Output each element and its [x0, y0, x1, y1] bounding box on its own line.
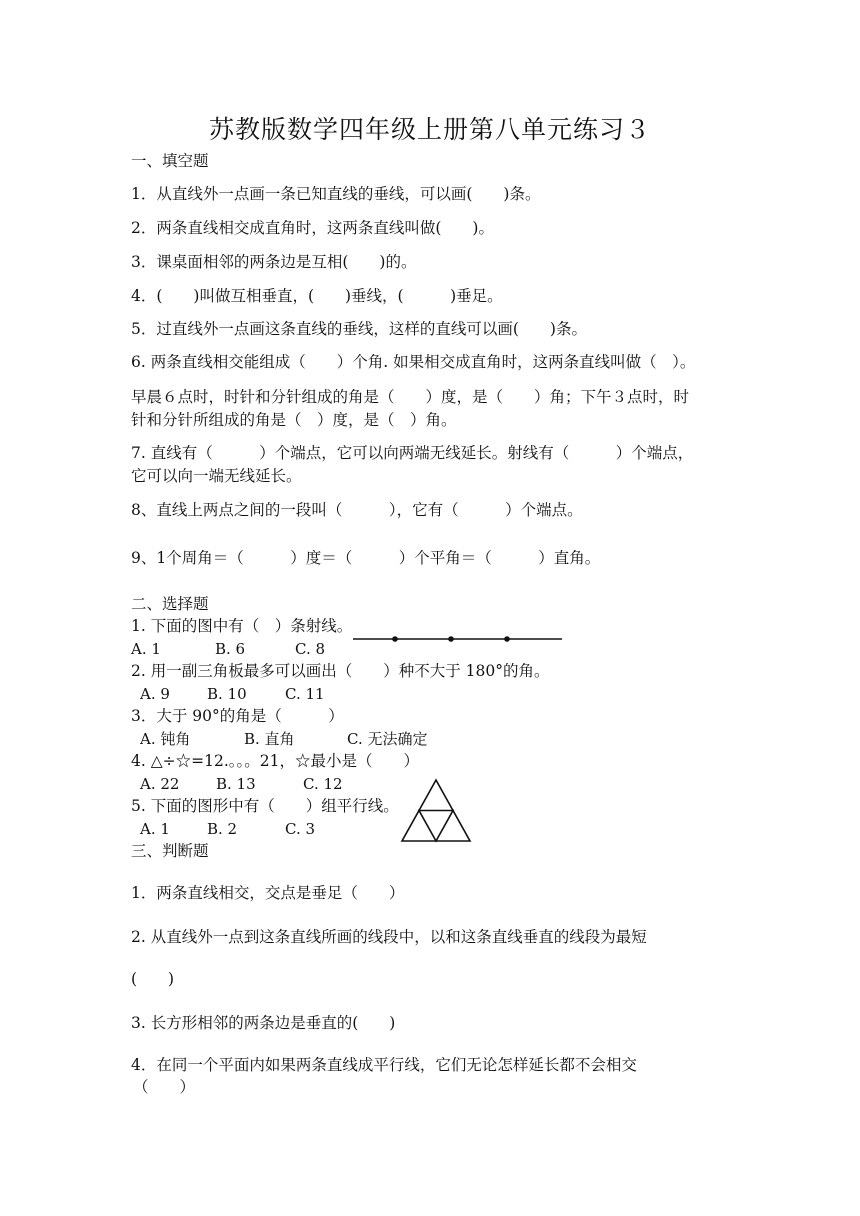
- option-2-1-c: C. 8: [295, 640, 326, 658]
- ray-line-figure: [350, 630, 565, 646]
- question-2-5: 5. 下面的图形中有（ ）组平行线。: [131, 797, 399, 815]
- option-2-2-c: C. 11: [285, 685, 325, 703]
- question-1-7-line1: 7. 直线有（ ）个端点，它可以向两端无线延长。射线有（ ）个端点，: [131, 444, 694, 462]
- question-3-2-line2: ( ): [131, 970, 175, 988]
- option-2-4-c: C. 12: [303, 775, 343, 793]
- option-2-3-b: B. 直角: [244, 730, 295, 748]
- question-2-3: 3．大于 90°的角是（ ）: [131, 707, 344, 725]
- question-1-3: 3．课桌面相邻的两条边是互相( )的。: [131, 253, 417, 271]
- question-1-clock-line1: 早晨６点时，时针和分针组成的角是（ ）度，是（ ）角；下午３点时，时: [131, 388, 690, 406]
- section-heading-true-false: 三、判断题: [131, 842, 209, 860]
- option-2-3-c: C. 无法确定: [347, 730, 428, 748]
- option-2-3-a: A. 钝角: [140, 730, 191, 748]
- option-2-4-b: B. 13: [216, 775, 256, 793]
- question-1-clock-line2: 针和分针所组成的角是（ ）度，是（ ）角。: [131, 411, 457, 429]
- question-1-6: 6. 两条直线相交能组成（ ）个角. 如果相交成直角时，这两条直线叫做（ ）。: [131, 353, 696, 371]
- option-2-2-b: B. 10: [207, 685, 247, 703]
- question-3-2-line1: 2. 从直线外一点到这条直线所画的线段中，以和这条直线垂直的线段为最短: [131, 928, 647, 946]
- option-2-2-a: A. 9: [140, 685, 170, 703]
- question-3-4-line2: （ ）: [133, 1078, 196, 1096]
- option-2-1-b: B. 6: [215, 640, 246, 658]
- page-title: 苏教版数学四年级上册第八单元练习３: [208, 115, 651, 144]
- question-1-2: 2．两条直线相交成直角时，这两条直线叫做( )。: [131, 219, 494, 237]
- question-2-2: 2. 用一副三角板最多可以画出（ ）种不大于 180°的角。: [131, 662, 550, 680]
- triangle-figure: [398, 777, 474, 845]
- option-2-5-c: C. 3: [285, 820, 316, 838]
- section-heading-fill-blank: 一、填空题: [131, 152, 209, 170]
- option-2-4-a: A. 22: [140, 775, 180, 793]
- option-2-5-a: A. 1: [140, 820, 170, 838]
- option-2-5-b: B. 2: [207, 820, 238, 838]
- question-1-9: 9、1个周角＝（ ）度＝（ ）个平角＝（ ）直角。: [131, 549, 601, 567]
- question-1-1: 1．从直线外一点画一条已知直线的垂线，可以画( )条。: [131, 185, 541, 203]
- question-2-4: 4. △÷☆=12.。。。21，☆最小是（ ）: [131, 752, 419, 770]
- section-heading-choice: 二、选择题: [131, 595, 209, 613]
- question-2-1: 1. 下面的图中有（ ）条射线。: [131, 617, 353, 635]
- option-2-1-a: A. 1: [131, 640, 161, 658]
- question-1-8: 8、直线上两点之间的一段叫（ ），它有（ ）个端点。: [131, 501, 583, 519]
- question-1-4: 4．( )叫做互相垂直，( )垂线，( )垂足。: [131, 287, 503, 305]
- question-1-5: 5．过直线外一点画这条直线的垂线，这样的直线可以画( )条。: [131, 320, 587, 338]
- question-3-1: 1．两条直线相交，交点是垂足（ ）: [131, 884, 405, 902]
- question-3-4-line1: 4．在同一个平面内如果两条直线成平行线，它们无论怎样延长都不会相交: [131, 1056, 637, 1074]
- question-1-7-line2: 它可以向一端无线延长。: [131, 467, 302, 485]
- question-3-3: 3. 长方形相邻的两条边是垂直的( ): [131, 1014, 396, 1032]
